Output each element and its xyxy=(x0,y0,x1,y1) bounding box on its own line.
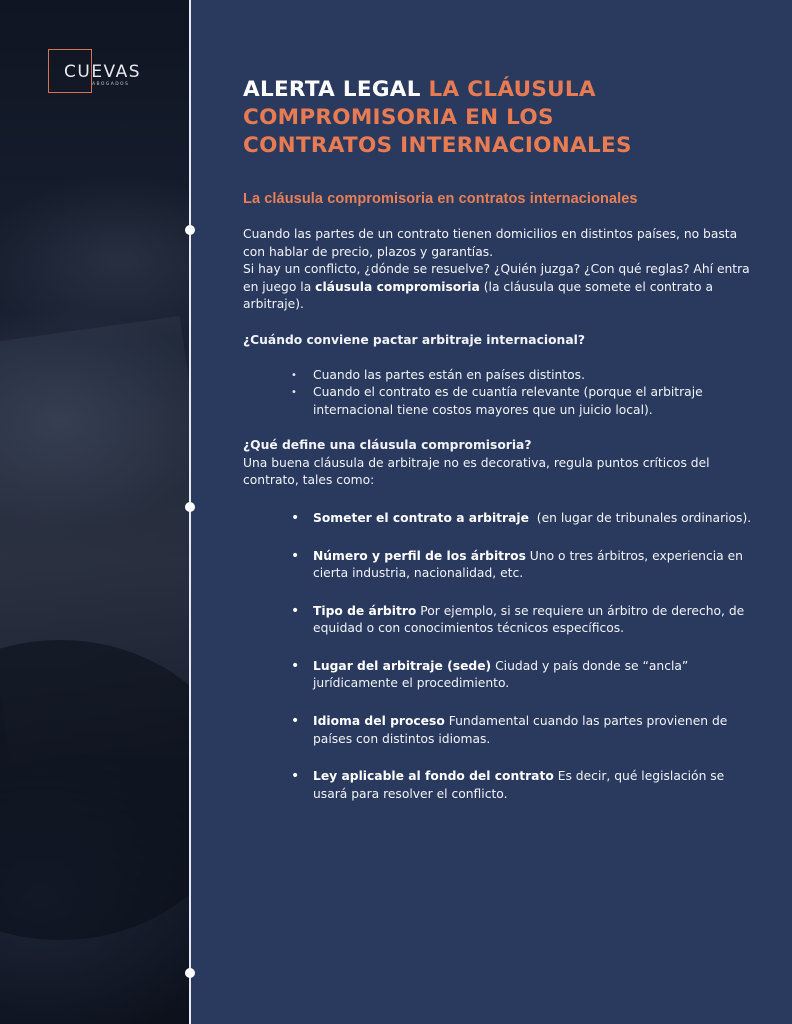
list-item xyxy=(291,548,758,583)
list-item: • Cuando el contrato es de cuantía relevante (porque el arbitraje internacional tiene costos mayores que un juicio local). xyxy=(291,384,758,419)
intro-paragraph-1: Cuando las partes de un contrato tienen domicilios en distintos países, no basta con hablar de precio, plazos y garantías. xyxy=(243,227,738,259)
side-photo-panel xyxy=(0,0,189,1024)
question-2: ¿Qué define una cláusula compromisoria? xyxy=(243,438,532,453)
list-item xyxy=(291,603,758,638)
list-item xyxy=(291,510,758,528)
item-bold: Lugar del arbitraje (sede) xyxy=(313,658,492,673)
timeline-dot xyxy=(185,225,195,235)
title-orange-1: LA CLÁUSULA xyxy=(428,77,596,102)
item-bold: Someter el contrato a arbitraje xyxy=(313,510,529,525)
intro-p2-start: Si hay un conflicto, ¿dónde se resuelve? ¿Quién juzga? ¿Con qué reglas? Ahí entra en juego la xyxy=(243,262,750,294)
list-1 xyxy=(243,367,758,420)
question-2-text: Una buena cláusula de arbitraje no es decorativa, regula puntos críticos del contrato, tales como: xyxy=(243,455,710,488)
main-content xyxy=(243,76,758,823)
intro-p2-bold: cláusula compromisoria xyxy=(315,279,480,294)
title-white: ALERTA LEGAL xyxy=(243,77,421,102)
item-text: Fundamental cuando las partes provienen de países con distintos idiomas. xyxy=(313,714,728,746)
item-text: Ciudad y país donde se “ancla” jurídicamente el procedimiento. xyxy=(313,658,689,691)
item-text: Uno o tres árbitros, experiencia en cierta industria, nacionalidad, etc. xyxy=(313,548,743,581)
title-orange-3: CONTRATOS INTERNACIONALES xyxy=(243,133,632,158)
list-item xyxy=(291,768,758,803)
question-1: ¿Cuándo conviene pactar arbitraje internacional? xyxy=(243,332,585,347)
logo-subtitle: ABOGADOS xyxy=(92,82,130,87)
list-item xyxy=(291,713,758,748)
timeline-divider xyxy=(189,0,191,1024)
photo-shadow-shape xyxy=(0,640,189,940)
list-item: • Cuando las partes están en países distintos. xyxy=(291,367,758,385)
item-bold: Idioma del proceso xyxy=(313,714,445,729)
item-text: Es decir, qué legislación se usará para resolver el conflicto. xyxy=(313,769,725,801)
item-text: Por ejemplo, si se requiere un árbitro de derecho, de equidad o con conocimientos técnicos específicos. xyxy=(313,603,745,636)
list-item xyxy=(291,658,758,693)
cuevas-logo xyxy=(48,49,148,95)
section-subtitle: La cláusula compromisoria en contratos internacionales xyxy=(243,191,638,207)
title-orange-2: COMPROMISORIA EN LOS xyxy=(243,105,554,130)
intro-text xyxy=(243,226,758,803)
page-title xyxy=(243,76,758,160)
intro-p2-end: (la cláusula que somete el contrato a arbitraje). xyxy=(243,279,713,312)
list-2 xyxy=(243,510,758,804)
item-bold: Ley aplicable al fondo del contrato xyxy=(313,769,554,784)
timeline-dot xyxy=(185,968,195,978)
timeline-dot xyxy=(185,502,195,512)
intro-paragraph-2 xyxy=(243,261,758,314)
item-bold: Número y perfil de los árbitros xyxy=(313,548,526,563)
item-bold: Tipo de árbitro xyxy=(313,603,417,618)
item-text: (en lugar de tribunales ordinarios). xyxy=(528,510,752,525)
logo-name: CUEVAS xyxy=(64,62,142,82)
